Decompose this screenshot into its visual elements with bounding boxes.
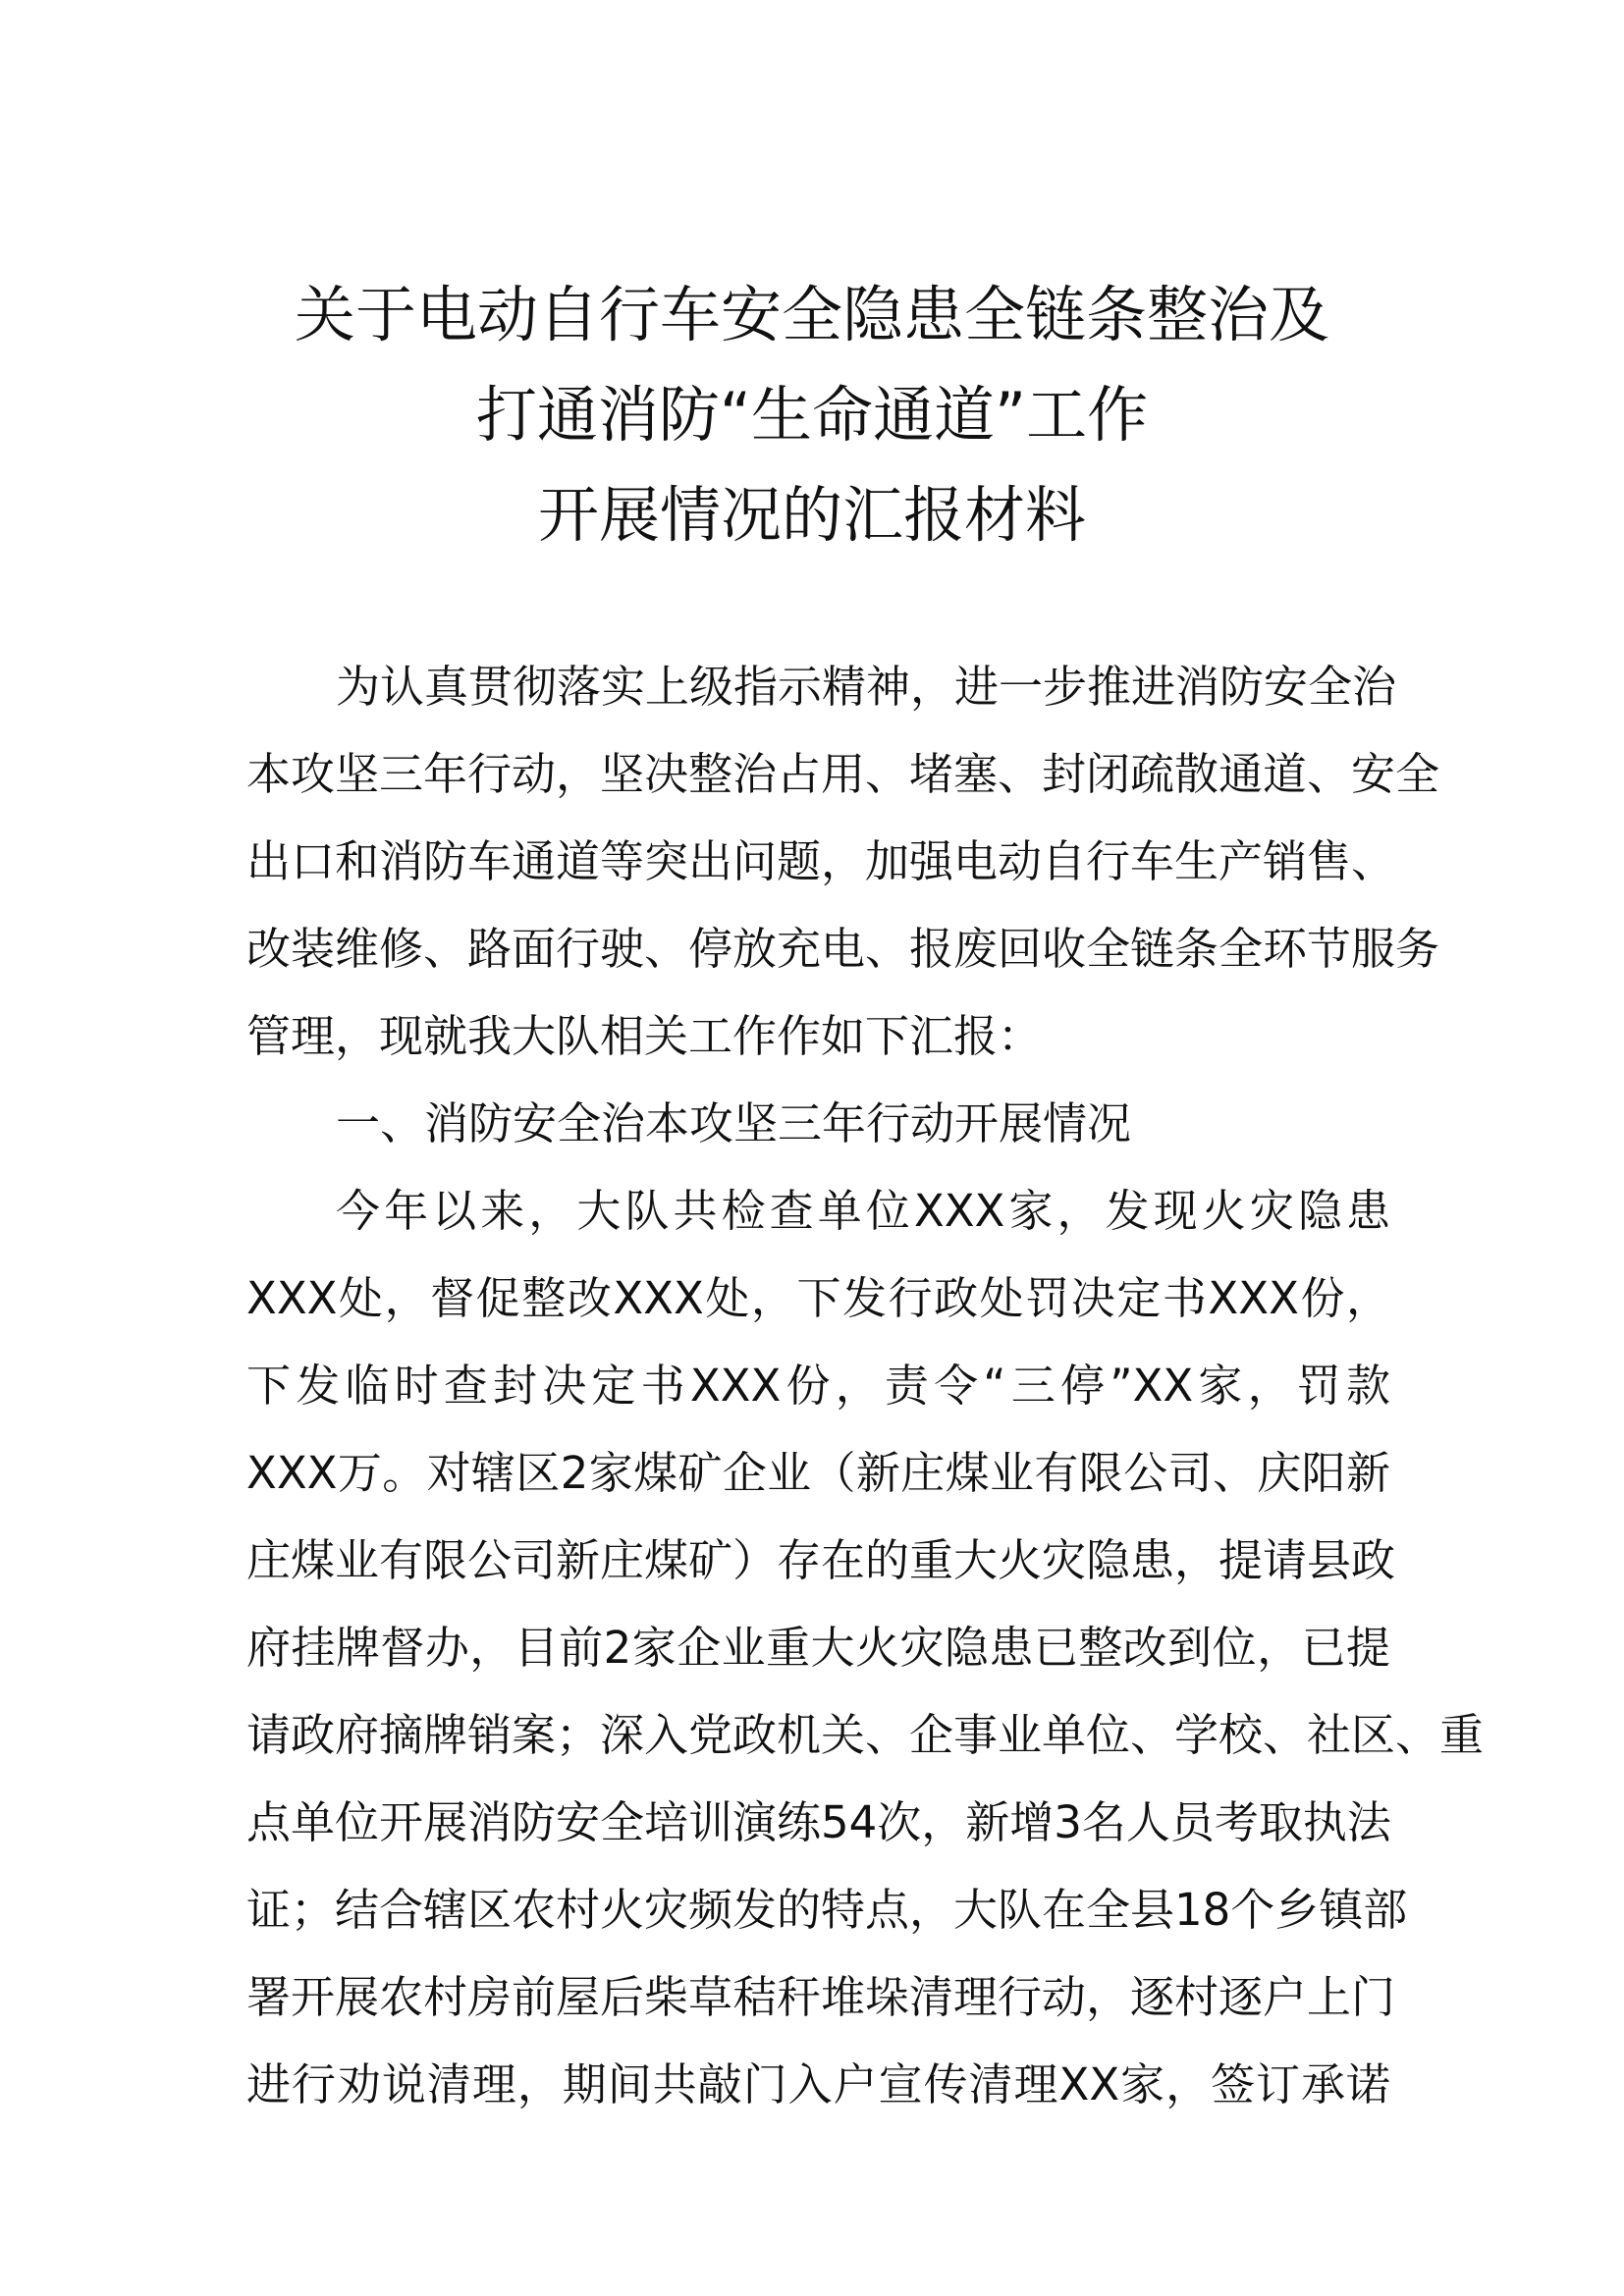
body-line: XXX处，督促整改XXX处，下发行政处罚决定书XXX份， xyxy=(246,1272,1390,1324)
body-line: 点单位开展消防安全培训演练54次，新增3名人员考取执法 xyxy=(246,1796,1391,1848)
document-body xyxy=(246,643,1485,2128)
body-line: 今年以来，大队共检查单位XXX家，发现火灾隐患 xyxy=(336,1185,1390,1237)
section-heading: 一、消防安全治本攻坚三年行动开展情况 xyxy=(336,1097,1132,1149)
body-line: XXX万。对辖区2家煤矿企业（新庄煤业有限公司、庆阳新 xyxy=(246,1447,1390,1499)
body-line: 改装维修、路面行驶、停放充电、报废回收全链条全环节服务 xyxy=(246,923,1440,975)
title-line-2: 打通消防“生命通道”工作 xyxy=(475,379,1149,451)
body-line: 下发临时查封决定书XXX份，责令“三停”XX家，罚款 xyxy=(246,1360,1390,1412)
title-line-3: 开展情况的汇报材料 xyxy=(537,479,1086,551)
document-title xyxy=(0,265,1624,565)
title-line-1: 关于电动自行车安全隐患全链条整治及 xyxy=(294,279,1329,350)
body-line: 出口和消防车通道等突出问题，加强电动自行车生产销售、 xyxy=(246,835,1396,887)
body-line: 署开展农村房前屋后柴草秸秆堆垛清理行动，逐村逐户上门 xyxy=(246,1971,1396,2023)
body-line: 管理，现就我大队相关工作作如下汇报： xyxy=(246,1010,1043,1062)
body-line: 庄煤业有限公司新庄煤矿）存在的重大火灾隐患，提请县政 xyxy=(246,1534,1396,1586)
body-line: 进行劝说清理，期间共敲门入户宣传清理XX家，签订承诺 xyxy=(246,2058,1390,2110)
body-line: 为认真贯彻落实上级指示精神，进一步推进消防安全治 xyxy=(336,661,1397,713)
body-line: 本攻坚三年行动，坚决整治占用、堵塞、封闭疏散通道、安全 xyxy=(246,748,1440,800)
body-line: 府挂牌督办，目前2家企业重大火灾隐患已整改到位，已提 xyxy=(246,1622,1390,1674)
body-line: 请政府摘牌销案；深入党政机关、企事业单位、学校、社区、重 xyxy=(246,1709,1485,1761)
body-line: 证；结合辖区农村火灾频发的特点，大队在全县18个乡镇部 xyxy=(246,1884,1408,1936)
